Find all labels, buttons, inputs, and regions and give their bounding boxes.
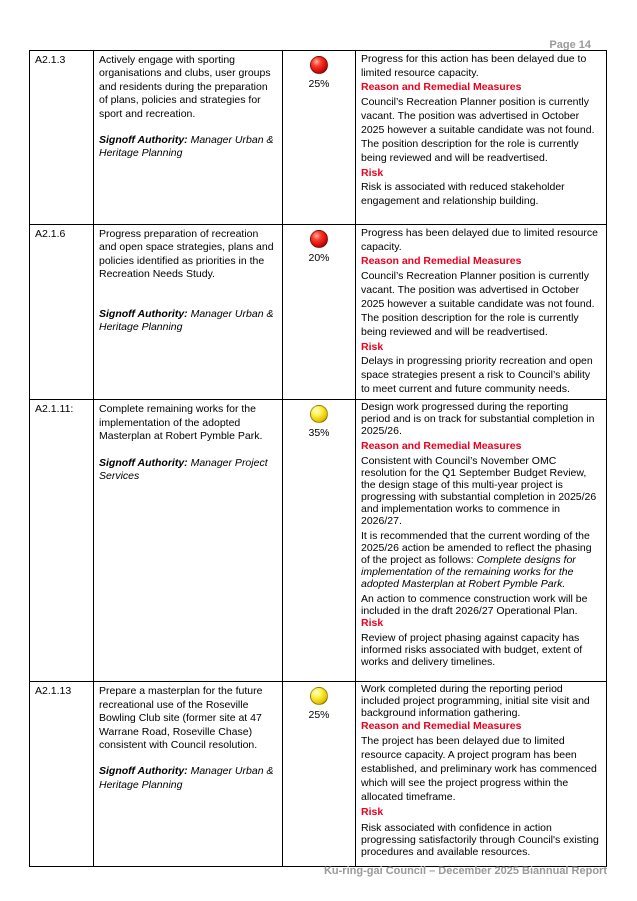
progress-percent: 25% [308,709,330,722]
signoff-label: Signoff Authority: [99,134,188,147]
status-indicator-red-icon [310,56,328,74]
signoff-value: Manager Urban & Heritage Planning [99,765,274,791]
progress-percent: 20% [308,252,330,264]
action-code: A2.1.6 [30,225,94,400]
signoff-authority [99,308,278,335]
signoff-authority [99,765,278,792]
status-cell [283,51,356,225]
risk-heading: Risk [361,166,384,179]
action-description: Prepare a masterplan for the future recreational use of the Roseville Bowling Club site (former site at 47 Warrane Road, Roseville Chase) consistent with Council resolution. [99,685,263,752]
progress-comment: Design work progressed during the reporting period and is on track for substantial completion in 2025/26. [361,401,595,438]
reason-text: Council’s Recreation Planner position is currently vacant. The position was advertised in October 2025 however a suitable candidate was not found. The position description for the role is currently being reviewed and will be readvertised. [361,269,595,339]
risk-text: Delays in progressing priority recreation and open space strategies present a risk to Council’s ability to meet current and future community needs. [361,354,593,396]
progress-percent: 25% [308,78,330,90]
reason-next-action: An action to commence construction work will be included in the draft 2026/27 Operational Plan. [361,593,588,618]
recommendation-wording: Complete designs for implementation of the remaining works for the adopted Masterplan at Robert Pymble Park. [361,554,576,591]
table-row [30,682,607,867]
action-code: A2.1.3 [30,51,94,225]
risk-heading: Risk [361,340,384,353]
progress-comment: Progress for this action has been delayed due to limited resource capacity. [361,53,587,80]
signoff-label: Signoff Authority: [99,456,188,469]
reason-text: Consistent with Council’s November OMC resolution for the Q1 September Budget Review, the design stage of this multi-year project is progressing with substantial completion in 2025/26 and implementation works to commence in 2026/27. [361,455,597,528]
action-code: A2.1.11: [30,400,94,682]
status-cell [283,225,356,400]
status-cell [283,400,356,682]
status-indicator-yellow-icon [310,405,328,423]
action-description: Complete remaining works for the implementation of the adopted Masterplan at Robert Pymble Park. [99,403,263,443]
action-description-cell [94,225,283,400]
action-description-cell [94,51,283,225]
action-description-cell [94,682,283,867]
action-code: A2.1.13 [30,682,94,867]
reason-text: Council’s Recreation Planner position is currently vacant. The position was advertised in October 2025 however a suitable candidate was not found. The position description for the role is currently being reviewed and will be readvertised. [361,95,595,165]
signoff-label: Signoff Authority: [99,307,188,320]
table-row [30,225,607,400]
page-number: Page 14 [549,39,591,51]
action-description: Actively engage with sporting organisations and clubs, user groups and residents during the preparation of plans, policies and strategies for sport and recreation. [99,54,271,120]
table-row [30,51,607,225]
signoff-value: Manager Urban & Heritage Planning [99,307,274,334]
reason-heading: Reason and Remedial Measures [361,440,522,453]
progress-comment: Work completed during the reporting period included project programming, initial site visit and background information gathering. [361,683,590,720]
risk-heading: Risk [361,617,384,630]
comment-cell [356,400,607,682]
recommendation-intro: It is recommended that the current wording of the 2025/26 action be amended to reflect the phasing of the project as follows: [361,530,592,567]
reason-heading: Reason and Remedial Measures [361,720,522,733]
action-description-cell [94,400,283,682]
signoff-authority [99,457,278,484]
risk-text: Risk is associated with reduced stakeholder engagement and relationship building. [361,180,565,208]
action-description: Progress preparation of recreation and open space strategies, plans and policies identified as priorities in the Recreation Needs Study. [99,228,274,281]
progress-percent: 35% [308,427,330,440]
table-row [30,400,607,682]
status-cell [283,682,356,867]
report-footer: Ku-ring-gai Council – December 2025 Biannual Report [323,865,607,877]
signoff-value: Manager Project Services [99,456,268,483]
reason-recommendation [361,530,600,590]
risk-text: Review of project phasing against capacity has informed risks associated with budget, extent of works and delivery timelines. [361,632,583,669]
progress-comment: Progress has been delayed due to limited resource capacity. [361,227,598,254]
comment-cell [356,682,607,867]
reason-text: The project has been delayed due to limited resource capacity. A project program has been established, and preliminary work has commenced which will see the project progress within the allocated timeframe. [361,734,597,804]
signoff-label: Signoff Authority: [99,765,188,778]
reason-heading: Reason and Remedial Measures [361,81,522,94]
status-indicator-red-icon [310,230,328,248]
comment-cell [356,225,607,400]
actions-table [29,50,607,867]
risk-text: Risk associated with confidence in action progressing satisfactorily through Council's existing procedures and available resources. [361,821,599,858]
signoff-authority [99,134,278,161]
risk-heading: Risk [361,805,384,818]
status-indicator-yellow-icon [310,687,328,705]
signoff-value: Manager Urban & Heritage Planning [99,134,274,160]
reason-heading: Reason and Remedial Measures [361,255,522,268]
comment-cell [356,51,607,225]
